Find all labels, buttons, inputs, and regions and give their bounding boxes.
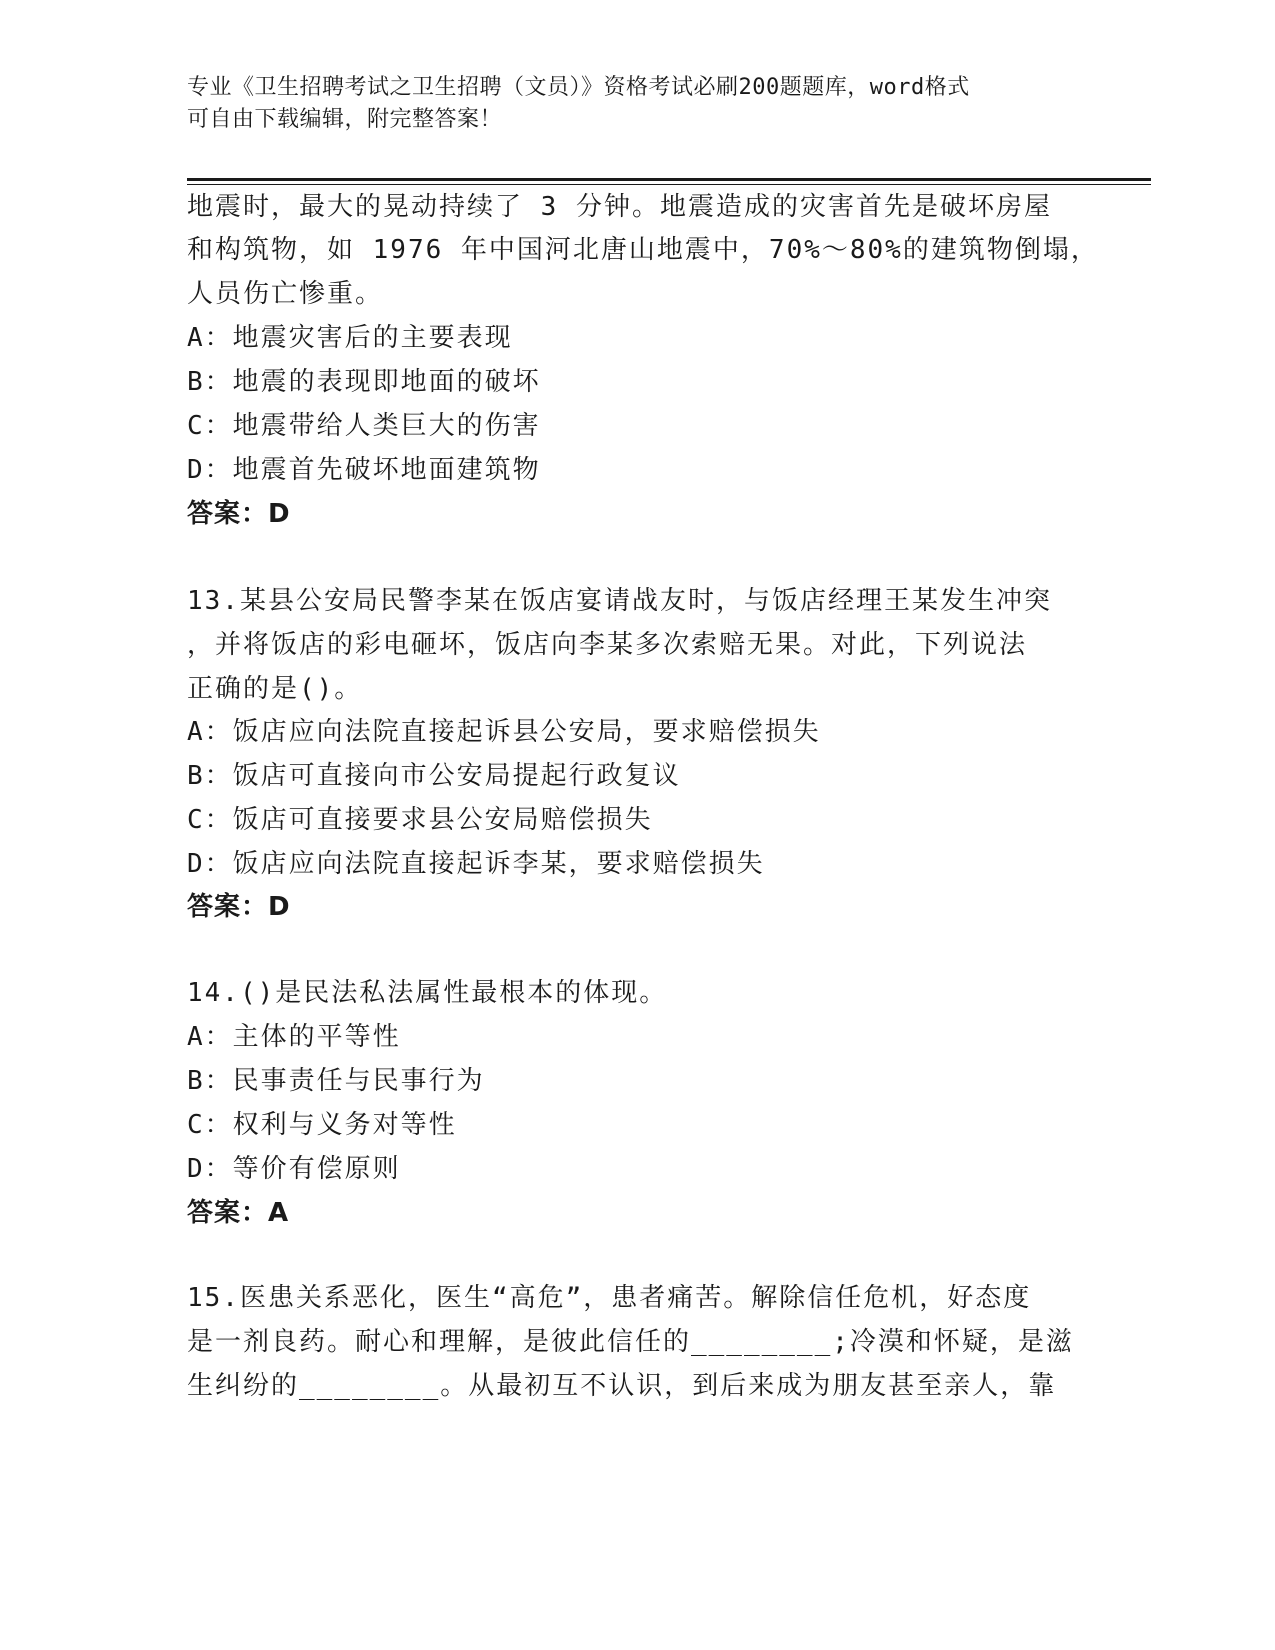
question-13-stem-line-2: ，并将饭店的彩电砸坏，饭店向李某多次索赔无果。对此，下列说法 xyxy=(187,630,1028,660)
question-12-option-b: B：地震的表现即地面的破坏 xyxy=(187,367,541,397)
question-12-option-c: C：地震带给人类巨大的伤害 xyxy=(187,411,541,441)
question-13-stem-line-3: 正确的是()。 xyxy=(187,674,363,704)
question-12-option-a: A：地震灾害后的主要表现 xyxy=(187,323,513,353)
question-14-option-a: A：主体的平等性 xyxy=(187,1022,401,1052)
question-13-answer: 答案：D xyxy=(187,892,291,922)
question-12-answer: 答案：D xyxy=(187,499,291,529)
question-12-stem-line-2: 和构筑物，如 1976 年中国河北唐山地震中，70%～80%的建筑物倒塌， xyxy=(187,235,1099,265)
question-12-stem-line-3: 人员伤亡惨重。 xyxy=(187,279,384,309)
question-12-stem-line-1: 地震时，最大的晃动持续了 3 分钟。地震造成的灾害首先是破坏房屋 xyxy=(187,192,1052,222)
header-line-2: 可自由下载编辑，附完整答案！ xyxy=(187,107,503,132)
question-14-stem-line-1: 14.()是民法私法属性最根本的体现。 xyxy=(187,978,668,1008)
question-13-option-b: B：饭店可直接向市公安局提起行政复议 xyxy=(187,761,681,791)
question-12-option-d: D：地震首先破坏地面建筑物 xyxy=(187,455,541,485)
question-14-option-d: D：等价有偿原则 xyxy=(187,1154,401,1184)
document-header xyxy=(187,72,1087,136)
question-13-option-d: D：饭店应向法院直接起诉李某，要求赔偿损失 xyxy=(187,849,765,879)
question-14-option-b: B：民事责任与民事行为 xyxy=(187,1066,485,1096)
question-13-option-a: A：饭店应向法院直接起诉县公安局，要求赔偿损失 xyxy=(187,717,821,747)
header-divider-thin xyxy=(187,184,1151,185)
question-13-option-c: C：饭店可直接要求县公安局赔偿损失 xyxy=(187,805,653,835)
question-14-option-c: C：权利与义务对等性 xyxy=(187,1110,457,1140)
question-15-stem-line-1: 15.医患关系恶化，医生“高危”，患者痛苦。解除信任危机，好态度 xyxy=(187,1283,1032,1313)
question-14-answer: 答案：A xyxy=(187,1198,290,1228)
question-15-stem-line-3: 生纠纷的________。从最初互不认识，到后来成为朋友甚至亲人，靠 xyxy=(187,1371,1057,1401)
header-line-1: 专业《卫生招聘考试之卫生招聘（文员）》资格考试必刷200题题库，word格式 xyxy=(187,75,970,100)
header-divider-thick xyxy=(187,178,1151,181)
question-15-stem-line-2: 是一剂良药。耐心和理解，是彼此信任的________;冷漠和怀疑，是滋 xyxy=(187,1327,1074,1357)
question-13-stem-line-1: 13.某县公安局民警李某在饭店宴请战友时，与饭店经理王某发生冲突 xyxy=(187,586,1052,616)
